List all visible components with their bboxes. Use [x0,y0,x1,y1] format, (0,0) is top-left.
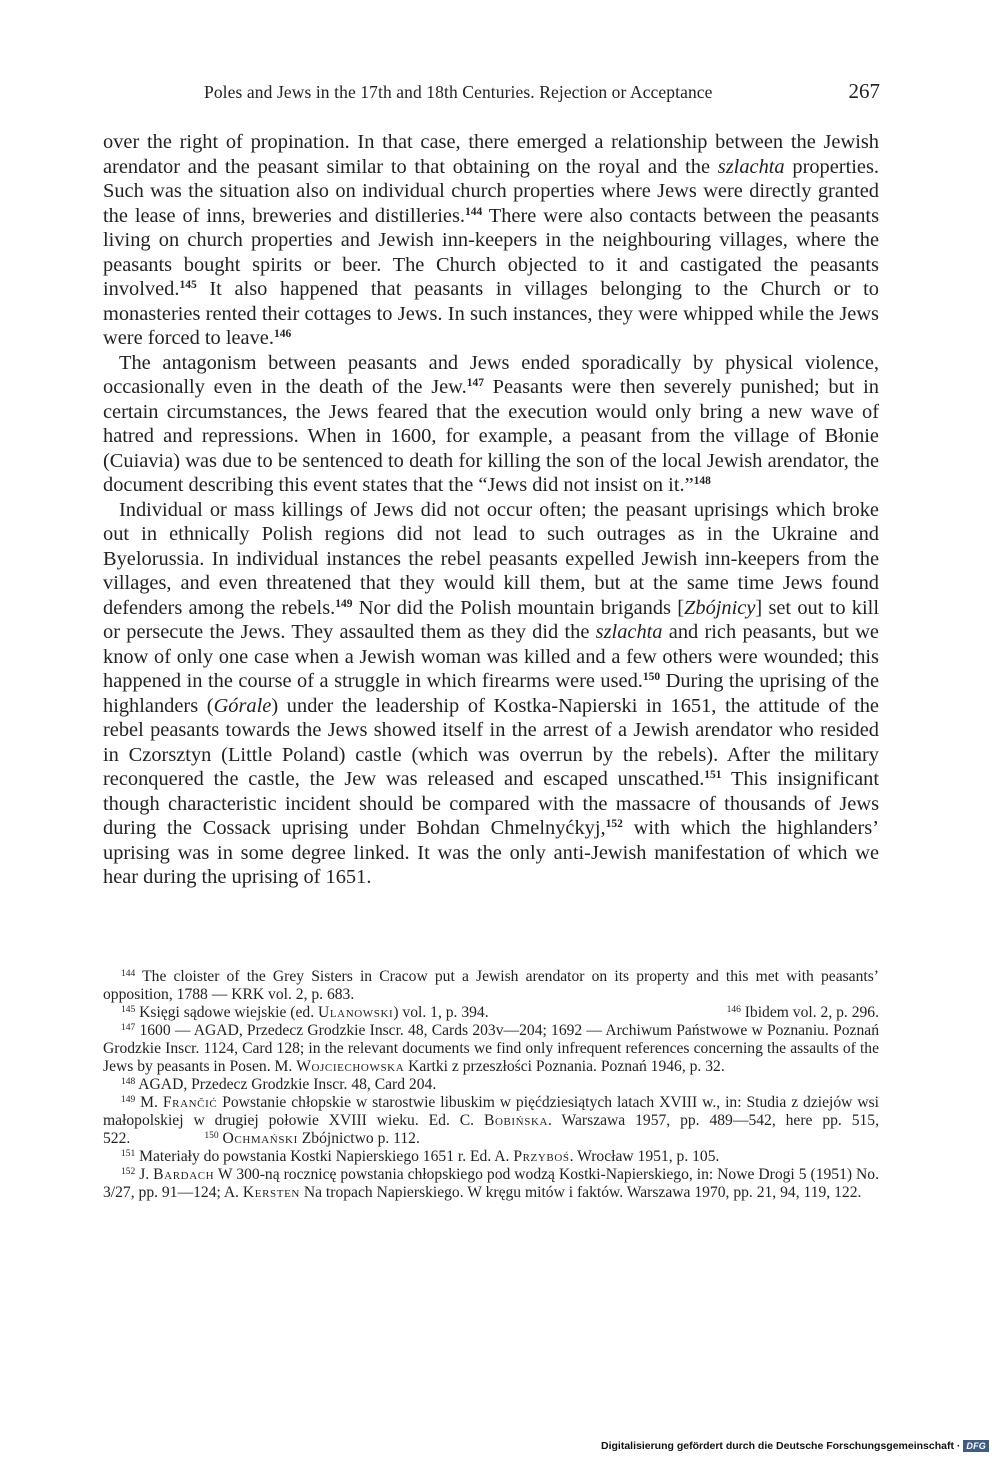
page-header [104,79,880,109]
footnote: $^{151}$ Materiały do powstania Kostki Napierskiego 1651 r. Ed. A. Przyboś. Wrocław 1951, p. 105. [121,1148,720,1165]
footnote-ref: 145 [179,279,197,291]
footnote: $^{146}$ Ibidem vol. 2, p. 296. [726,1004,879,1021]
paragraph: Individual or mass killings of Jews did not occur often; the peasant uprisings which broke out in ethnically Polish regions did not lead to such outrages as in the Ukraine and Byelorussia. In individual instances the rebel peasants expelled Jewish inn-keepers from the villages, and even threatened that they would kill them, but at the same time Jews found defenders among the rebels.$^{149}$ Nor did the Polish mountain brigands [Zbójnicy] set out to kill or persecute the Jews. They assaulted them as they did the szlachta and rich peasants, but we know of only one case when a Jewish woman was killed and a few others were wounded; this happened in the course of a struggle in which firearms were used.$^{150}$ During the uprising of the highlanders (Górale) under the leadership of Kostka-Napierski in 1651, the attitude of the rebel peasants towards the Jews showed itself in the arrest of a Jewish arendator who resided in Czorsztyn (Little Poland) castle (which was overrun by the rebels). After the military reconquered the castle, the Jew was released and escaped unscathed.$^{151}$ This insignificant though characteristic incident should be compared with the massacre of thousands of Jews during the Cossack uprising under Bohdan Chmelnyćkyj,$^{152}$ with which the highlanders’ uprising was in some degree linked. It was the only anti-Jewish manifestation of which we hear during the uprising of 1651. [103,498,880,888]
dfg-logo: DFG [963,1440,989,1452]
running-title: Poles and Jews in the 17th and 18th Centuries. Rejection or Acceptance [204,82,713,102]
footnote-pair [103,1004,879,1022]
main-text [103,130,879,890]
footnote-ref: 151 [704,769,722,781]
footnote-ref: 152 [605,818,623,830]
credit-text: Digitalisierung gefördert durch die Deutsche Forschungsgemeinschaft · [601,1440,961,1452]
footnote: $^{149}$ M. Frančić Powstanie chłopskie w starostwie libuskim w pięćdziesiątych latach XVIII w., in: Studia z dziejów wsi małopolskiej w drugiej połowie XVIII wieku. Ed. C. Bobińska. Warszawa 1957, pp. 489—542, here pp. 515, 522. $^{150}$ Ochmański Zbójnictwo p. 112. [103,1094,879,1147]
digitization-credit [601,1440,989,1452]
footnote: $^{144}$ The cloister of the Grey Sisters in Cracow put a Jewish arendator on its property and this met with peasants’ opposition, 1788 — KRK vol. 2, p. 683. [103,968,879,1003]
footnote-ref: 146 [273,328,292,340]
footnote: $^{150}$ Ochmański Zbójnictwo p. 112. [204,1130,420,1147]
footnote-ref: 147 [466,377,484,389]
footnotes [103,968,879,1202]
paragraph: over the right of propination. In that case, there emerged a relationship between the Jewish arendator and the peasant similar to that obtaining on the royal and the szlachta properties. Such was the situation also on individual church properties where Jews were directly granted the lease of inns, breweries and distilleries.$^{144}$ There were also contacts between the peasants living on church properties and Jewish inn-keepers in the neighbouring villages, where the peasants bought spirits or beer. The Church objected to it and castigated the peasants involved.$^{145}$ It also happened that peasants in villages belonging to the Church or to monasteries rented their cottages to Jews. In such instances, they were whipped while the Jews were forced to leave.$^{146}$ [103,131,880,349]
page-number: 267 [848,79,880,103]
footnote-ref: 144 [464,205,483,218]
footnote: $^{145}$ Księgi sądowe wiejskie (ed. Ulanowski) vol. 1, p. 394. [121,1004,489,1021]
footnote: $^{147}$ 1600 — AGAD, Przedecz Grodzkie Inscr. 48, Cards 203v—204; 1692 — Archiwum Państwowe w Poznaniu. Poznań Grodzkie Inscr. 1124, Card 128; in the relevant documents we find only infrequent references concerning the assaults of the Jews by peasants in Posen. M. Wojciechowska Kartki z przeszłości Poznania. Poznań 1946, p. 32. [103,1022,879,1075]
paragraph: The antagonism between peasants and Jews ended sporadically by physical violence, occasionally even in the death of the Jew.$^{147}$ Peasants were then severely punished; but in certain circumstances, the Jews feared that the execution would only bring a new wave of hatred and repressions. When in 1600, for example, a peasant from the village of Błonie (Cuiavia) was due to be sentenced to death for killing the son of the local Jewish arendator, the document describing this event states that the “Jews did not insist on it.”$^{148}$ [103,351,879,496]
footnote: $^{148}$ AGAD, Przedecz Grodzkie Inscr. 48, Card 204. [121,1076,437,1093]
footnote-ref: 149 [335,597,353,610]
footnote: $^{152}$ J. Bardach W 300-ną rocznicę powstania chłopskiego pod wodzą Kostki-Napierskiego, in: Nowe Drogi 5 (1951) No. 3/27, pp. 91—124; A. Kersten Na tropach Napierskiego. W kręgu mitów i faktów. Warszawa 1970, pp. 21, 94, 119, 122. [103,1166,879,1201]
footnote-ref: 148 [693,475,711,487]
footnote-ref: 150 [642,671,661,683]
